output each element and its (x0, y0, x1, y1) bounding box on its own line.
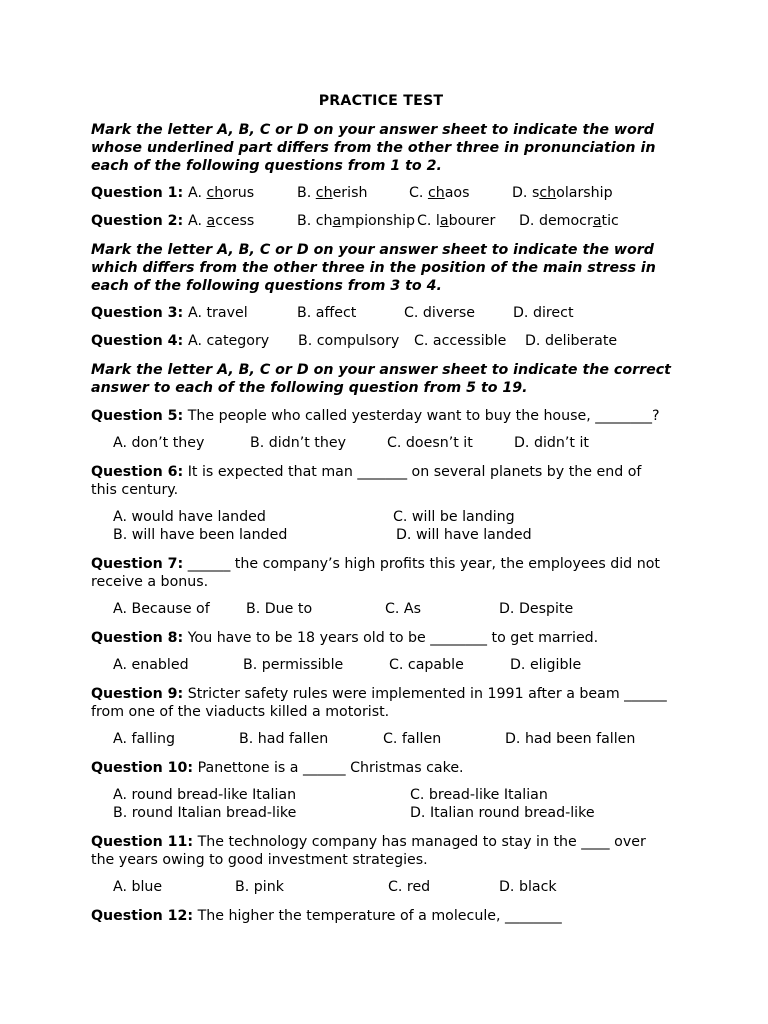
question-4-option-a: A. category (188, 333, 270, 349)
question-10-label: Question 10: (91, 760, 194, 776)
document-page (91, 86, 671, 935)
question-6-option-d: D. will have landed (396, 527, 532, 543)
question-9-options (91, 731, 671, 749)
question-5-text: The people who called yesterday want to buy the house, ________? (183, 408, 660, 424)
question-7 (91, 555, 671, 591)
question-11-option-b: B. pink (235, 879, 284, 895)
question-10 (91, 759, 671, 777)
question-1-option-b: B. cherish (297, 185, 368, 201)
question-9-option-b: B. had fallen (239, 731, 329, 747)
question-8-option-d: D. eligible (510, 657, 582, 673)
question-9-option-d: D. had been fallen (505, 731, 636, 747)
question-2-option-c: C. labourer (417, 213, 496, 229)
question-6-option-a: A. would have landed (113, 509, 266, 525)
question-4-option-c: C. accessible (414, 333, 507, 349)
question-2-option-d: D. democratic (519, 213, 619, 229)
question-6-option-b: B. will have been landed (113, 527, 288, 543)
question-9-text: Stricter safety rules were implemented in 1991 after a beam ______ from one of the viaducts killed a motorist. (91, 686, 667, 720)
question-3 (91, 305, 671, 323)
question-3-label: Question 3: (91, 305, 184, 321)
question-8 (91, 629, 671, 647)
question-11-option-c: C. red (388, 879, 431, 895)
question-7-text: ______ the company’s high profits this year, the employees did not receive a bonus. (91, 556, 660, 590)
question-12 (91, 907, 671, 925)
question-12-label: Question 12: (91, 908, 194, 924)
question-10-option-b: B. round Italian bread-like (113, 805, 297, 821)
question-5-option-a: A. don’t they (113, 435, 205, 451)
question-5-options (91, 435, 671, 453)
question-1-option-c: C. chaos (409, 185, 470, 201)
question-2-label: Question 2: (91, 213, 184, 229)
question-4 (91, 333, 671, 351)
question-11-label: Question 11: (91, 834, 194, 850)
question-12-text: The higher the temperature of a molecule, ________ (193, 908, 562, 924)
question-1-option-a: A. chorus (188, 185, 255, 201)
question-11-option-d: D. black (499, 879, 557, 895)
question-11 (91, 833, 671, 869)
instruction-pronunciation: Mark the letter A, B, C or D on your answer sheet to indicate the word whose underlined part differs from the other three in pronunciation in each of the following questions from 1 to 2. (91, 122, 656, 174)
question-4-option-b: B. compulsory (298, 333, 400, 349)
question-4-option-d: D. deliberate (525, 333, 618, 349)
question-9-option-c: C. fallen (383, 731, 442, 747)
question-10-text: Panettone is a ______ Christmas cake. (193, 760, 464, 776)
question-10-option-a: A. round bread-like Italian (113, 787, 297, 803)
question-2 (91, 213, 671, 231)
question-6-label: Question 6: (91, 464, 184, 480)
question-5 (91, 407, 671, 425)
question-3-option-a: A. travel (188, 305, 248, 321)
question-2-option-a: A. access (188, 213, 255, 229)
question-8-option-a: A. enabled (113, 657, 189, 673)
question-8-text: You have to be 18 years old to be ________ to get married. (183, 630, 599, 646)
question-6-option-c: C. will be landing (393, 509, 515, 525)
question-9 (91, 685, 671, 721)
question-11-text: The technology company has managed to stay in the ____ over the years owing to good investment strategies. (91, 834, 646, 868)
question-1-option-d: D. scholarship (512, 185, 613, 201)
question-3-option-d: D. direct (513, 305, 574, 321)
question-7-label: Question 7: (91, 556, 184, 572)
question-6 (91, 463, 671, 499)
question-8-label: Question 8: (91, 630, 184, 646)
question-3-option-c: C. diverse (404, 305, 475, 321)
question-5-label: Question 5: (91, 408, 184, 424)
question-7-option-b: B. Due to (246, 601, 313, 617)
question-4-label: Question 4: (91, 333, 184, 349)
question-1-label: Question 1: (91, 185, 184, 201)
instruction-stress: Mark the letter A, B, C or D on your answer sheet to indicate the word which differs from the other three in the position of the main stress in each of the following questions from 3 to 4. (91, 242, 656, 294)
question-8-options (91, 657, 671, 675)
question-7-options (91, 601, 671, 619)
instruction-correct-answer: Mark the letter A, B, C or D on your answer sheet to indicate the correct answer to each of the following question from 5 to 19. (91, 362, 671, 396)
question-5-option-d: D. didn’t it (514, 435, 589, 451)
question-9-option-a: A. falling (113, 731, 175, 747)
question-7-option-a: A. Because of (113, 601, 210, 617)
question-10-option-d: D. Italian round bread-like (410, 805, 595, 821)
question-5-option-b: B. didn’t they (250, 435, 346, 451)
question-11-options (91, 879, 671, 897)
question-6-text: It is expected that man _______ on several planets by the end of this century. (91, 464, 642, 498)
question-5-option-c: C. doesn’t it (387, 435, 473, 451)
question-10-options (91, 787, 671, 823)
question-7-option-d: D. Despite (499, 601, 574, 617)
question-6-options (91, 509, 671, 545)
question-7-option-c: C. As (385, 601, 422, 617)
question-1 (91, 185, 671, 203)
question-8-option-c: C. capable (389, 657, 464, 673)
question-10-option-c: C. bread-like Italian (410, 787, 548, 803)
question-8-option-b: B. permissible (243, 657, 344, 673)
question-3-option-b: B. affect (297, 305, 357, 321)
page-title: PRACTICE TEST (318, 93, 444, 109)
question-2-option-b: B. championship (297, 213, 416, 229)
question-11-option-a: A. blue (113, 879, 163, 895)
question-9-label: Question 9: (91, 686, 184, 702)
